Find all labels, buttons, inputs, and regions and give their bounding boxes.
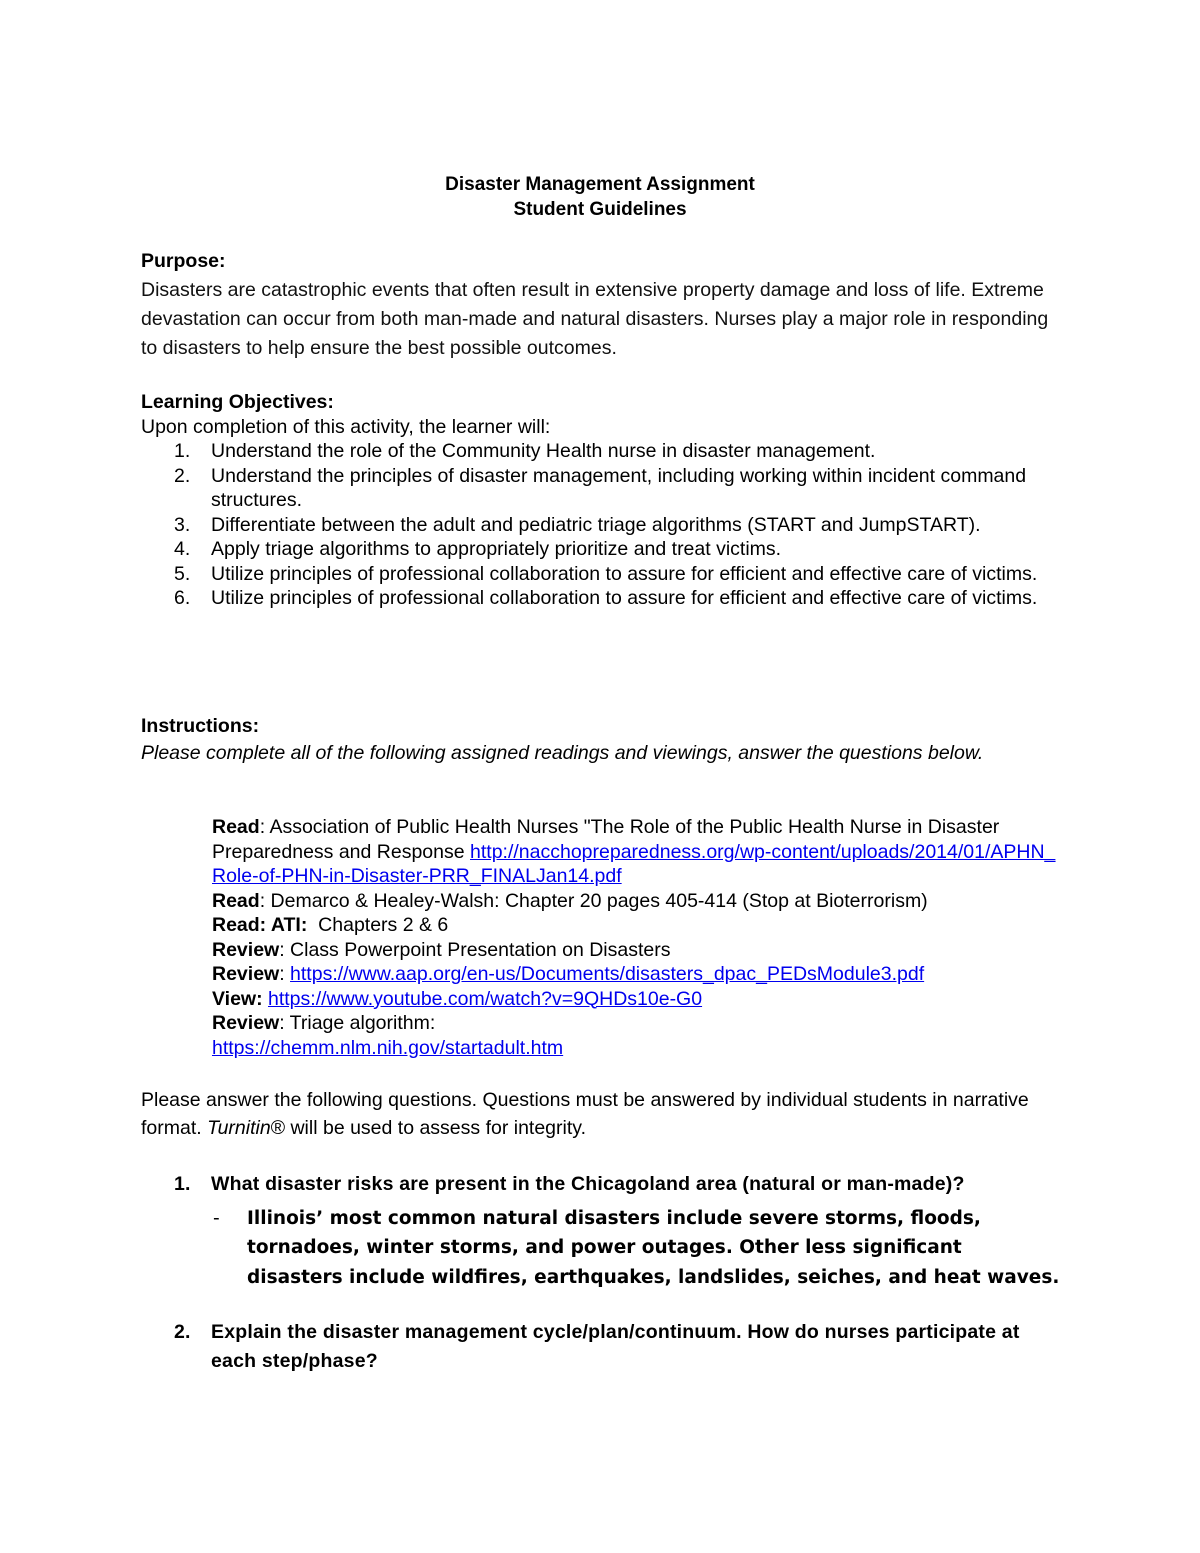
objective-item (141, 537, 1060, 562)
reading-label: Read (212, 889, 260, 912)
reading-item-1 (212, 815, 1060, 889)
objective-text: Understand the principles of disaster management, including working within incident command structures. (211, 464, 1027, 511)
reading-text: : Demarco & Healey-Walsh: Chapter 20 pages 405-414 (Stop at Bioterrorism) (259, 889, 928, 912)
objectives-list (141, 439, 1060, 611)
reading-text: : Class Powerpoint Presentation on Disasters (279, 938, 671, 961)
title-line-1: Disaster Management Assignment (445, 174, 755, 195)
reading-label: Review (212, 938, 280, 961)
reading-item-7 (212, 1011, 1060, 1036)
reading-label: Review (212, 963, 280, 985)
purpose-heading: Purpose: (141, 250, 226, 272)
objective-item (141, 513, 1060, 538)
objective-text: Understand the role of the Community Health nurse in disaster management. (211, 440, 876, 462)
objectives-intro: Upon completion of this activity, the learner will: (141, 415, 551, 438)
reading-label: Read: ATI: (212, 914, 308, 936)
question-1-answer (141, 1204, 1060, 1293)
objective-number: 1. (174, 440, 191, 462)
objective-item (141, 464, 1060, 513)
instructions-heading: Instructions: (141, 715, 260, 737)
objective-number: 2. (174, 464, 191, 487)
objective-item (141, 586, 1060, 611)
objective-number: 5. (174, 562, 191, 585)
reading-separator: : (279, 963, 291, 985)
question-label: What disaster risks are present in the Chicagoland area (natural or man-made)? (211, 1173, 965, 1195)
aap-pdf-link[interactable]: https://www.aap.org/en-us/Documents/disasters_dpac_PEDsModule3.pdf (290, 963, 925, 985)
question-1 (141, 1172, 1060, 1292)
objective-number: 3. (174, 513, 191, 536)
bullet-dash: - (213, 1207, 220, 1229)
objective-text: Apply triage algorithms to appropriately prioritize and treat victims. (211, 538, 782, 560)
objectives-section (141, 390, 1060, 611)
question-text (141, 1172, 1060, 1197)
answer-note-text: Please answer the following questions. Questions must be answered by individual students in narrative format. (141, 1089, 1029, 1139)
document-title (0, 172, 1200, 222)
reading-item-7-link-line (212, 1036, 1060, 1061)
triage-algorithm-link[interactable]: https://chemm.nlm.nih.gov/startadult.htm (212, 1036, 564, 1059)
reading-item-4 (212, 938, 1060, 963)
reading-item-5 (212, 962, 1060, 987)
objective-text: Differentiate between the adult and pediatric triage algorithms (START and JumpSTART). (211, 513, 981, 536)
objectives-heading: Learning Objectives: (141, 391, 334, 413)
reading-item-2 (212, 889, 1060, 914)
purpose-section (141, 249, 1060, 363)
turnitin-name: Turnitin (207, 1117, 271, 1139)
readings-list (212, 815, 1060, 1060)
question-2 (141, 1318, 1060, 1376)
reading-text: : Triage algorithm: (279, 1012, 436, 1034)
question-text (141, 1318, 1060, 1376)
reading-text: Chapters 2 & 6 (307, 914, 449, 936)
reading-label: View: (212, 987, 263, 1010)
reading-item-3 (212, 913, 1060, 938)
objective-number: 6. (174, 587, 191, 609)
question-label: Explain the disaster management cycle/plan/continuum. How do nurses participate at each step/phase? (211, 1321, 1020, 1372)
reading-text: : Association of Public Health Nurses "The Role of the Public Health Nurse in Disaster Preparedness and Response (212, 816, 1000, 863)
instructions-text: Please complete all of the following assigned readings and viewings, answer the questions below. (141, 741, 984, 764)
reading-label: Review (212, 1012, 280, 1034)
objective-text: Utilize principles of professional collaboration to assure for efficient and effective care of victims. (211, 562, 1038, 585)
answer-note-text-end: ® will be used to assess for integrity. (270, 1117, 586, 1139)
objective-number: 4. (174, 538, 191, 560)
answer-text: Illinois’ most common natural disasters include severe storms, floods, tornadoes, winter storms, and power outages. Other less significant disasters include wildfires, earthquakes, landslides, seiches, and heat waves. (247, 1207, 1060, 1288)
aphn-pdf-link[interactable]: http://nacchopreparedness.org/wp-content/uploads/2014/01/APHN_Role-of-PHN-in-Disaster-PRR_FINALJan14.pdf (212, 840, 1056, 887)
answer-note (141, 1086, 1060, 1142)
question-number: 1. (174, 1173, 191, 1195)
instructions-section (141, 714, 1060, 765)
objective-item (141, 439, 1060, 464)
reading-item-6 (212, 987, 1060, 1012)
purpose-text: Disasters are catastrophic events that often result in extensive property damage and loss of life. Extreme devastation can occur from both man-made and natural disasters. Nurses play a major role in responding to disasters to help ensure the best possible outcomes. (141, 278, 1049, 359)
reading-label: Read (212, 816, 260, 838)
youtube-video-link[interactable]: https://www.youtube.com/watch?v=9QHDs10e-G0 (268, 987, 703, 1010)
objective-text: Utilize principles of professional collaboration to assure for efficient and effective care of victims. (211, 587, 1038, 609)
title-line-2: Student Guidelines (513, 199, 687, 220)
question-number: 2. (174, 1321, 191, 1343)
objective-item (141, 562, 1060, 587)
